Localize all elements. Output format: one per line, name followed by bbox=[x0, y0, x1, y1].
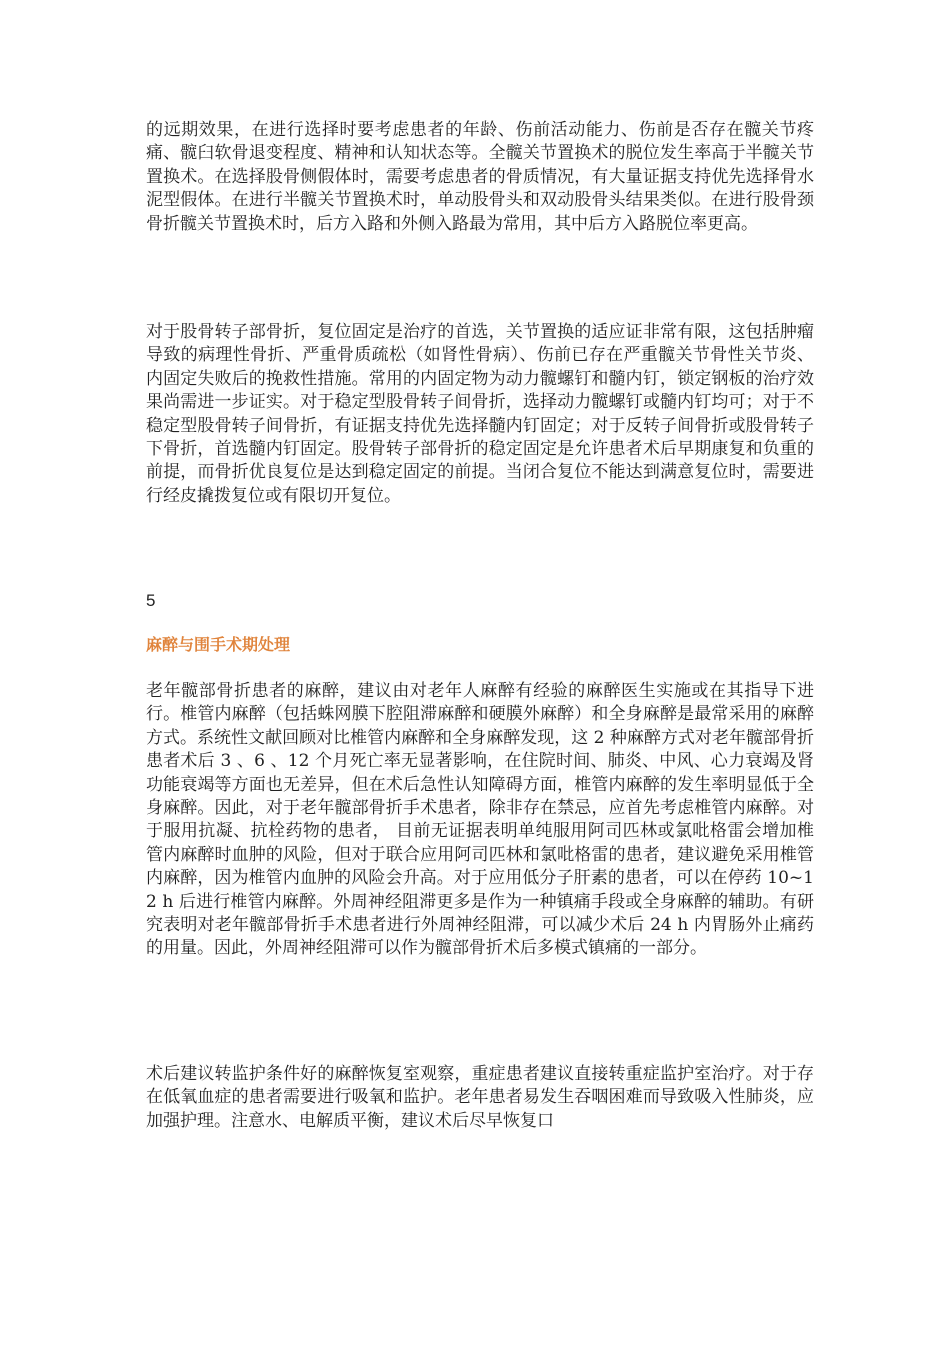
section-heading: 麻醉与围手术期处理 bbox=[146, 635, 291, 654]
section-number: 5 bbox=[146, 591, 156, 610]
paragraph-postoperative-care: 术后建议转监护条件好的麻醉恢复室观察，重症患者建议直接转重症监护室治疗。对于存在低氧血症的患者需要进行吸氧和监护。老年患者易发生吞咽困难而导致吸入性肺炎，应加强护理。注意水、电解质平衡，建议术后尽早恢复口 bbox=[146, 1064, 814, 1131]
paragraph-hip-arthroplasty: 的远期效果，在进行选择时要考虑患者的年龄、伤前活动能力、伤前是否存在髋关节疼痛、髋臼软骨退变程度、精神和认知状态等。全髋关节置换术的脱位发生率高于半髋关节置换术。在选择股骨侧假体时，需要考虑患者的骨质情况，有大量证据支持优先选择骨水泥型假体。在进行半髋关节置换术时，单动股骨头和双动股骨头结果类似。在进行股骨颈骨折髋关节置换术时，后方入路和外侧入路最为常用，其中后方入路脱位率更高。 bbox=[146, 120, 814, 234]
paragraph-anesthesia: 老年髋部骨折患者的麻醉，建议由对老年人麻醉有经验的麻醉医生实施或在其指导下进行。椎管内麻醉（包括蛛网膜下腔阻滞麻醉和硬膜外麻醉）和全身麻醉是最常采用的麻醉方式。系统性文献回顾对比椎管内麻醉和全身麻醉发现，这 2 种麻醉方式对老年髋部骨折患者术后 3 、6 、12 个月死亡率无显著影响，在住院时间、肺炎、中风、心力衰竭及肾功能衰竭等方面也无差异，但在术后急性认知障碍方面，椎管内麻醉的发生率明显低于全身麻醉。因此，对于老年髋部骨折手术患者，除非存在禁忌，应首先考虑椎管内麻醉。对于服用抗凝、抗栓药物的患者， 目前无证据表明单纯服用阿司匹林或氯吡格雷会增加椎管内麻醉时血肿的风险，但对于联合应用阿司匹林和氯吡格雷的患者，建议避免采用椎管内麻醉，因为椎管内血肿的风险会升高。对于应用低分子肝素的患者，可以在停药 10~12 h 后进行椎管内麻醉。外周神经阻滞更多是作为一种镇痛手段或全身麻醉的辅助。有研究表明对老年髋部骨折手术患者进行外周神经阻滞，可以减少术后 24 h 内胃肠外止痛药的用量。因此，外周神经阻滞可以作为髋部骨折术后多模式镇痛的一部分。 bbox=[146, 681, 814, 959]
paragraph-intertrochanteric-fracture: 对于股骨转子部骨折，复位固定是治疗的首选，关节置换的适应证非常有限，这包括肿瘤导致的病理性骨折、严重骨质疏松（如肾性骨病）、伤前已存在严重髋关节骨性关节炎、内固定失败后的挽救性措施。常用的内固定物为动力髋螺钉和髓内钉，锁定钢板的治疗效果尚需进一步证实。对于稳定型股骨转子间骨折，选择动力髋螺钉或髓内钉均可；对于不稳定型股骨转子间骨折，有证据支持优先选择髓内钉固定；对于反转子间骨折或股骨转子下骨折，首选髓内钉固定。股骨转子部骨折的稳定固定是允许患者术后早期康复和负重的前提，而骨折优良复位是达到稳定固定的前提。当闭合复位不能达到满意复位时，需要进行经皮撬拨复位或有限切开复位。 bbox=[146, 322, 814, 506]
